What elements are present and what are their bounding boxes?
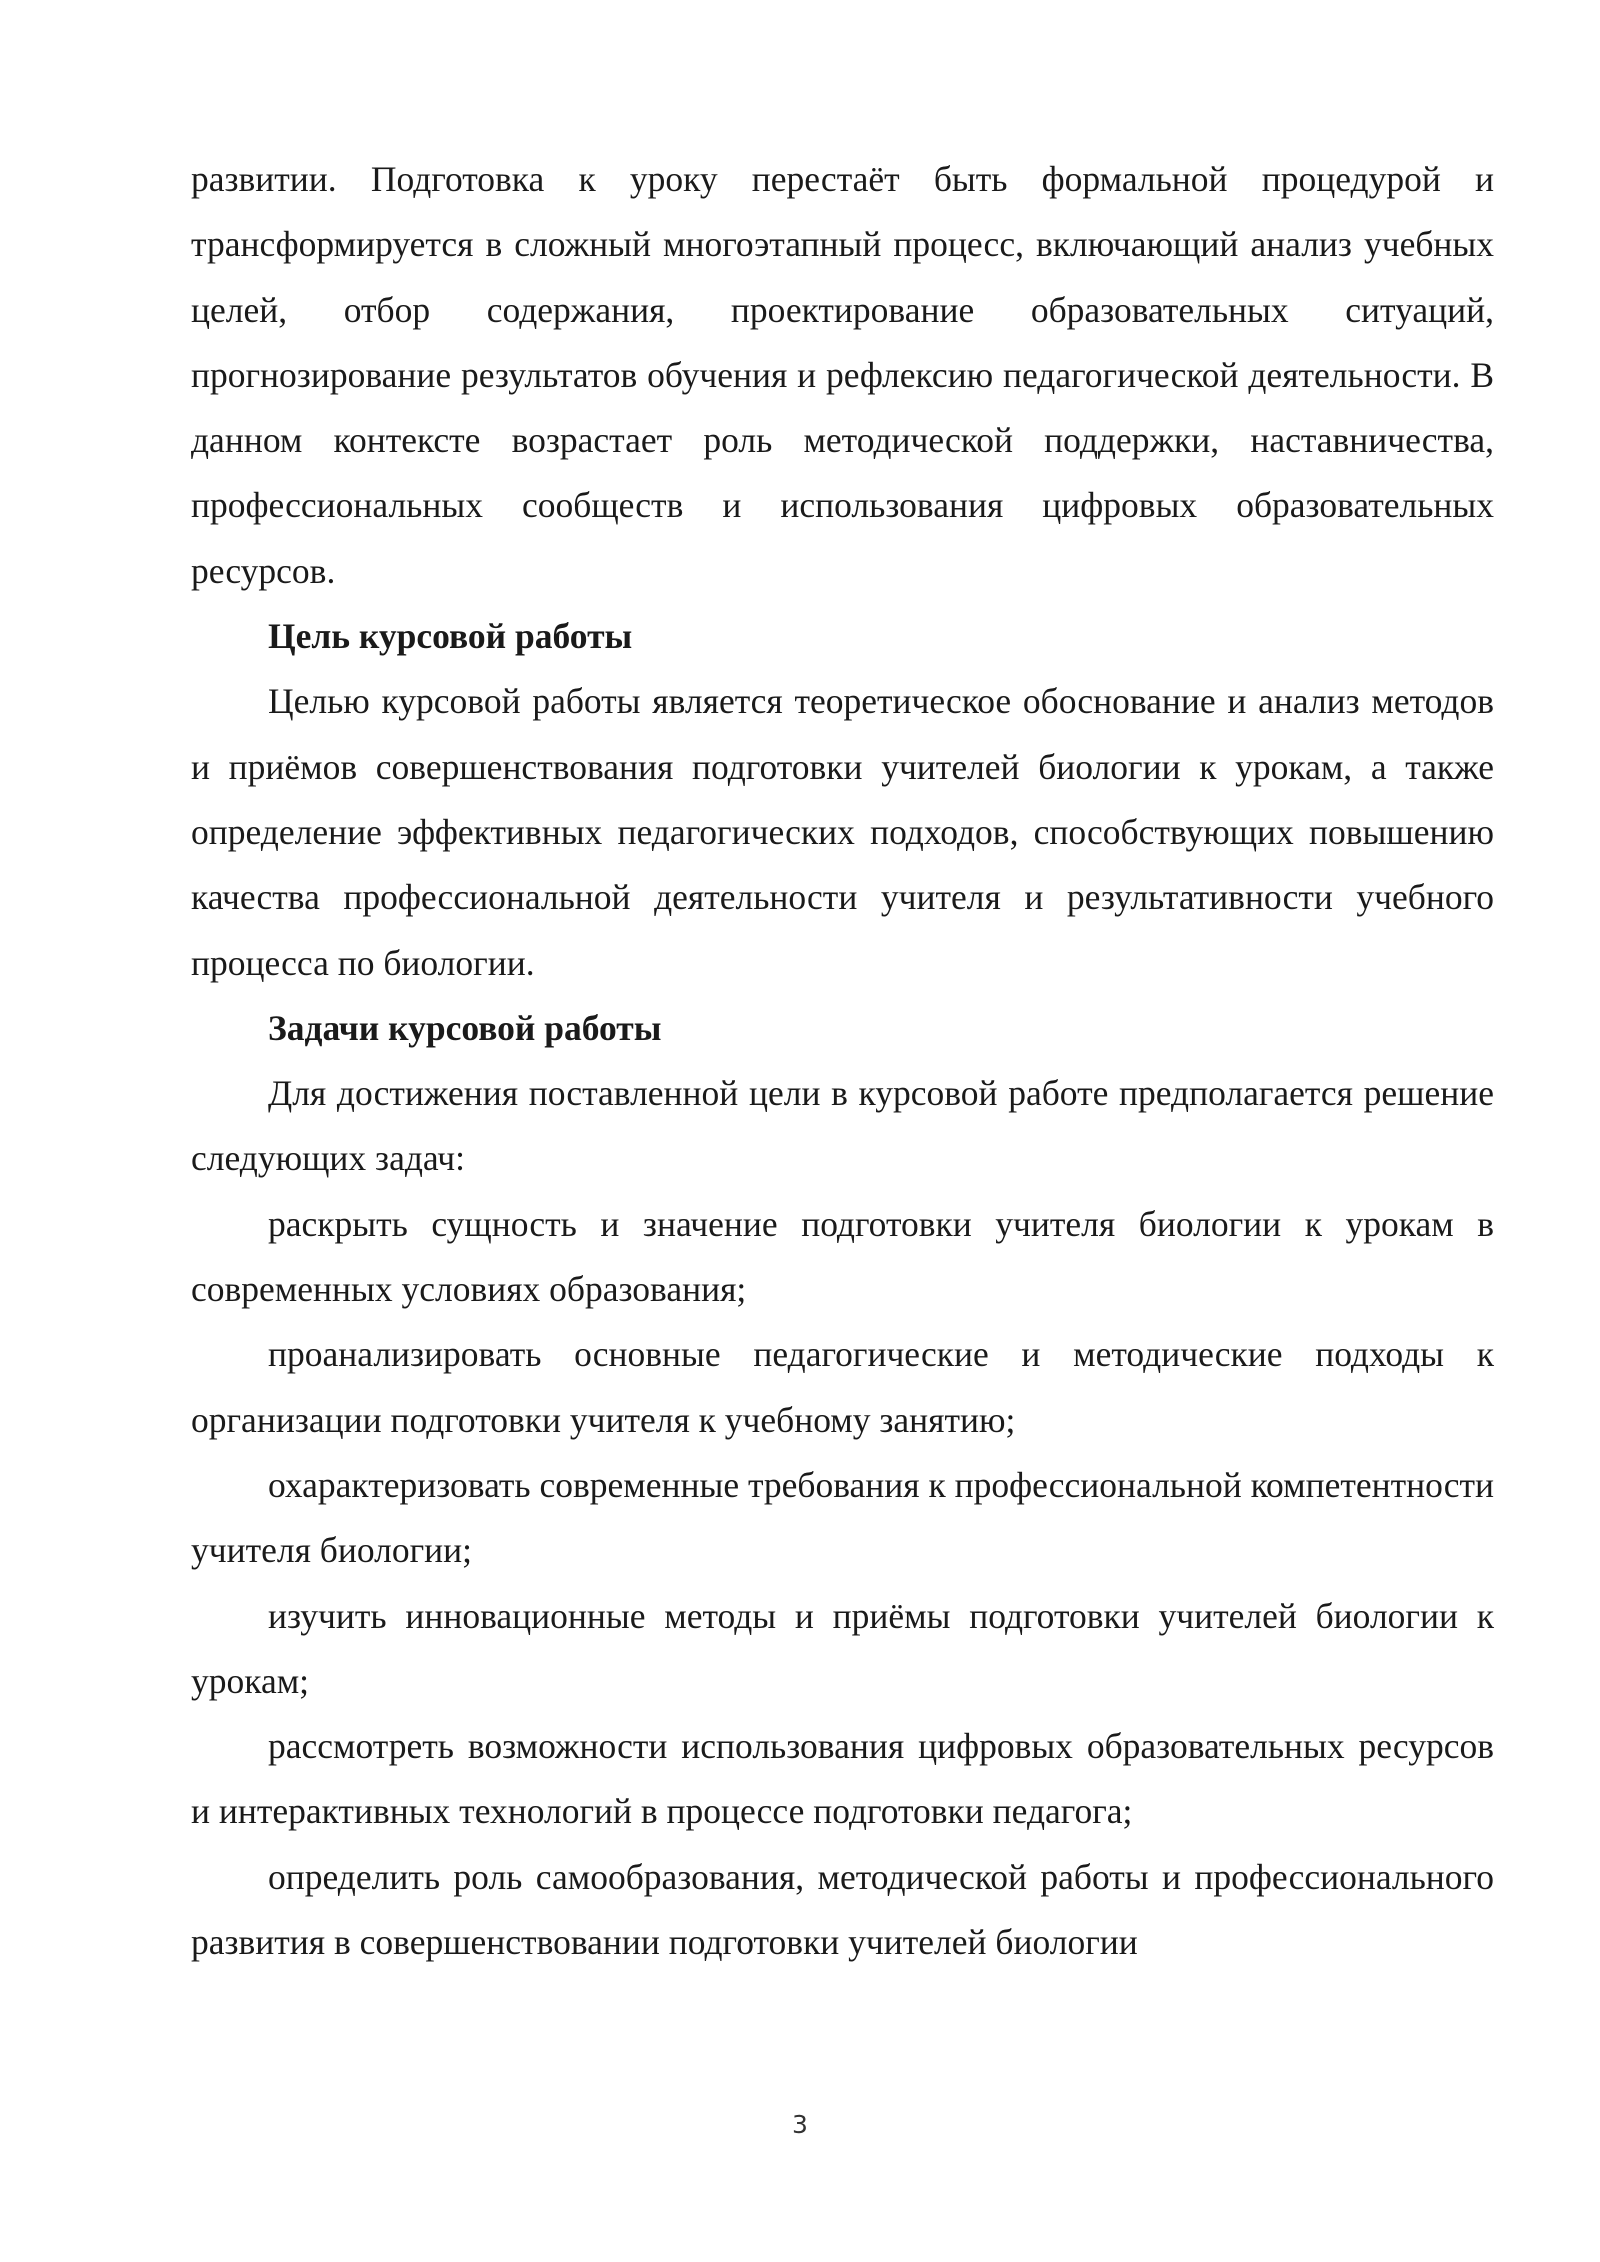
page-number: 3 xyxy=(792,2110,808,2139)
paragraph-goal: Целью курсовой работы является теоретическое обоснование и анализ методов и приёмов совершенствования подготовки учителей биологии к урокам, а также определение эффективных педагогических подходов, способствующих повышению качества профессиональной деятельности учителя и результативности учебного процесса по биологии. xyxy=(191,681,1494,983)
paragraph-intro-continuation: развитии. Подготовка к уроку перестаёт быть формальной процедурой и трансформируется в сложный многоэтапный процесс, включающий анализ учебных целей, отбор содержания, проектирование образовательных ситуаций, прогнозирование результатов обучения и рефлексию педагогической деятельности. В данном контексте возрастает роль методической поддержки, наставничества, профессиональных сообществ и использования цифровых образовательных ресурсов. xyxy=(191,159,1494,591)
task-item: раскрыть сущность и значение подготовки учителя биологии к урокам в современных условиях образования; xyxy=(191,1203,1494,1310)
task-item: рассмотреть возможности использования цифровых образовательных ресурсов и интерактивных технологий в процессе подготовки педагога; xyxy=(191,1726,1494,1832)
page-body xyxy=(191,147,1494,1975)
heading-goal: Цель курсовой работы xyxy=(268,616,633,657)
paragraph-tasks-intro: Для достижения поставленной цели в курсовой работе предполагается решение следующих задач: xyxy=(191,1073,1494,1179)
task-item: проанализировать основные педагогические и методические подходы к организации подготовки учителя к учебному занятию; xyxy=(191,1334,1494,1440)
task-item: изучить инновационные методы и приёмы подготовки учителей биологии к урокам; xyxy=(191,1595,1494,1701)
heading-tasks: Задачи курсовой работы xyxy=(268,1007,662,1048)
task-item: определить роль самообразования, методической работы и профессионального развития в совершенствовании подготовки учителей биологии xyxy=(191,1856,1494,1963)
task-item: охарактеризовать современные требования к профессиональной компетентности учителя биологии; xyxy=(191,1464,1495,1571)
